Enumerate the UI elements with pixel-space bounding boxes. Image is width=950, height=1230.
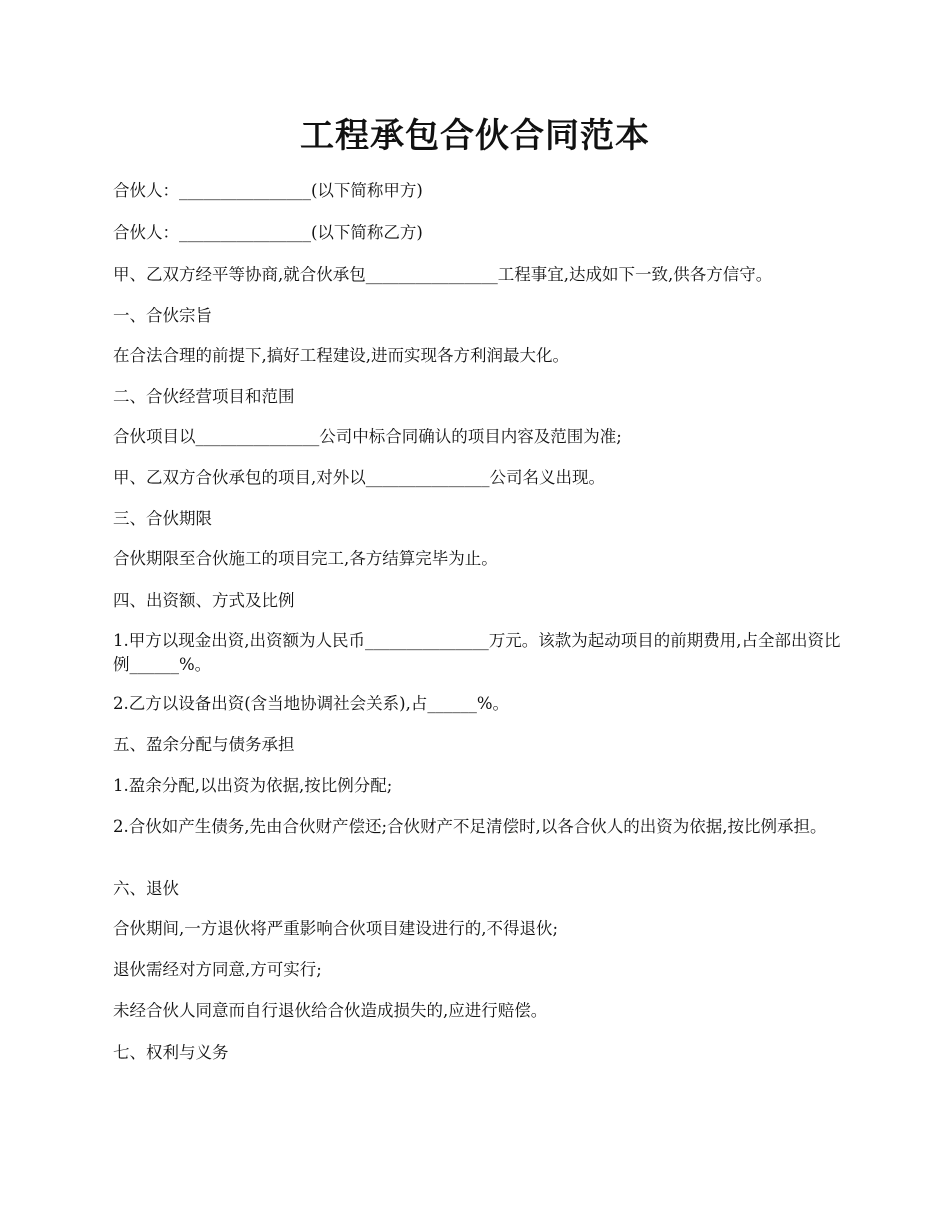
contribution-paragraph-2: 2.乙方以设备出资(含当地协调社会关系),占______%。: [113, 694, 510, 713]
withdrawal-paragraph-1: 合伙期间,一方退伙将严重影响合伙项目建设进行的,不得退伙;: [113, 919, 559, 938]
partner-b-line: 合伙人：________________(以下简称乙方): [113, 223, 423, 242]
withdrawal-paragraph-2: 退伙需经对方同意,方可实行;: [113, 960, 322, 979]
section-heading-term: 三、合伙期限: [113, 509, 212, 528]
partner-a-line: 合伙人：________________(以下简称甲方): [113, 181, 423, 200]
preamble-paragraph: 甲、乙双方经平等协商,就合伙承包________________工程事宜,达成如下一致,供各方信守。: [113, 265, 773, 284]
section-heading-withdrawal: 六、退伙: [113, 879, 179, 898]
purpose-paragraph: 在合法合理的前提下,搞好工程建设,进而实现各方利润最大化。: [113, 346, 569, 365]
contribution-paragraph-1: 1.甲方以现金出资,出资额为人民币_______________万元。该款为起动项目的前期费用,占全部出资比例______%。: [113, 631, 841, 674]
section-heading-rights: 七、权利与义务: [113, 1043, 229, 1062]
section-heading-scope: 二、合伙经营项目和范围: [113, 387, 295, 406]
document-title: 工程承包合伙合同范本: [300, 116, 650, 156]
scope-paragraph-1: 合伙项目以_______________公司中标合同确认的项目内容及范围为准;: [113, 427, 622, 446]
profit-paragraph-1: 1.盈余分配,以出资为依据,按比例分配;: [113, 776, 393, 795]
section-heading-purpose: 一、合伙宗旨: [113, 306, 212, 325]
term-paragraph: 合伙期限至合伙施工的项目完工,各方结算完毕为止。: [113, 549, 498, 568]
withdrawal-paragraph-3: 未经合伙人同意而自行退伙给合伙造成损失的,应进行赔偿。: [113, 1001, 548, 1020]
scope-paragraph-2: 甲、乙双方合伙承包的项目,对外以_______________公司名义出现。: [113, 468, 605, 487]
profit-paragraph-2: 2.合伙如产生债务,先由合伙财产偿还;合伙财产不足清偿时,以各合伙人的出资为依据,按比例承担。: [113, 817, 827, 836]
section-heading-profit: 五、盈余分配与债务承担: [113, 735, 295, 754]
section-heading-contribution: 四、出资额、方式及比例: [113, 591, 295, 610]
